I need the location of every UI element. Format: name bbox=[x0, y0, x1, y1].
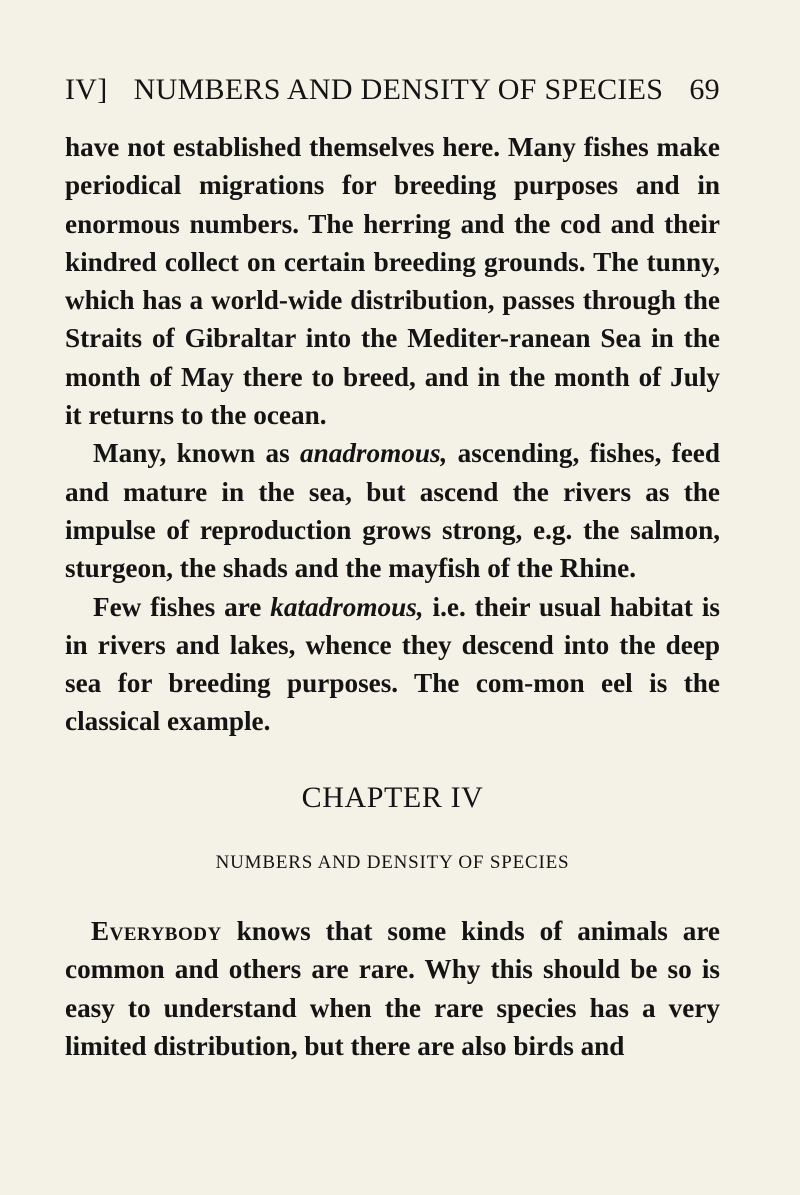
running-head bbox=[65, 72, 720, 108]
running-title: NUMBERS AND DENSITY OF SPECIES bbox=[133, 73, 664, 106]
paragraph-2 bbox=[65, 434, 720, 587]
chapter-title: CHAPTER IV bbox=[301, 781, 484, 814]
chapter-paragraph-1 bbox=[65, 912, 720, 1065]
page-number: 69 bbox=[689, 73, 720, 106]
chapter-paragraph-text: knows that some kinds of animals are common and others are rare. Why this should be so is easy to understand when the rare species has a very limited distribution, but there are also birds and bbox=[65, 916, 720, 1061]
chapter-reference: IV] bbox=[65, 73, 108, 106]
term-anadromous: anadromous, bbox=[300, 438, 448, 469]
paragraph-3-before: Few fishes are bbox=[93, 591, 271, 622]
paragraph-3 bbox=[65, 588, 720, 741]
paragraph-2-before: Many, known as bbox=[93, 438, 301, 469]
term-katadromous: katadromous, bbox=[270, 591, 424, 622]
chapter-subtitle: NUMBERS AND DENSITY OF SPECIES bbox=[215, 852, 570, 873]
lead-word: Everybody bbox=[91, 916, 222, 946]
paragraph-2-after: ascending, fishes, feed and mature in the sea, but ascend the rivers as the impulse of reproduction grows strong, e.g. the salmon, sturgeon, the shads and the mayfish of the Rhine. bbox=[65, 438, 720, 584]
chapter-opening-text bbox=[65, 912, 720, 1065]
body-text bbox=[65, 128, 720, 741]
paragraph-1: have not established themselves here. Many fishes make periodical migrations for breeding purposes and in enormous numbers. The herring and the cod and their kindred collect on certain breeding grounds. The tunny, which has a world-wide distribution, passes through the Straits of Gibraltar into the Mediter-ranean Sea in the month of May there to breed, and in the month of July it returns to the ocean. bbox=[65, 132, 720, 431]
paragraph-3-after: i.e. their usual habitat is in rivers and lakes, whence they descend into the deep sea for breeding purposes. The com-mon eel is the classical example. bbox=[65, 591, 720, 737]
